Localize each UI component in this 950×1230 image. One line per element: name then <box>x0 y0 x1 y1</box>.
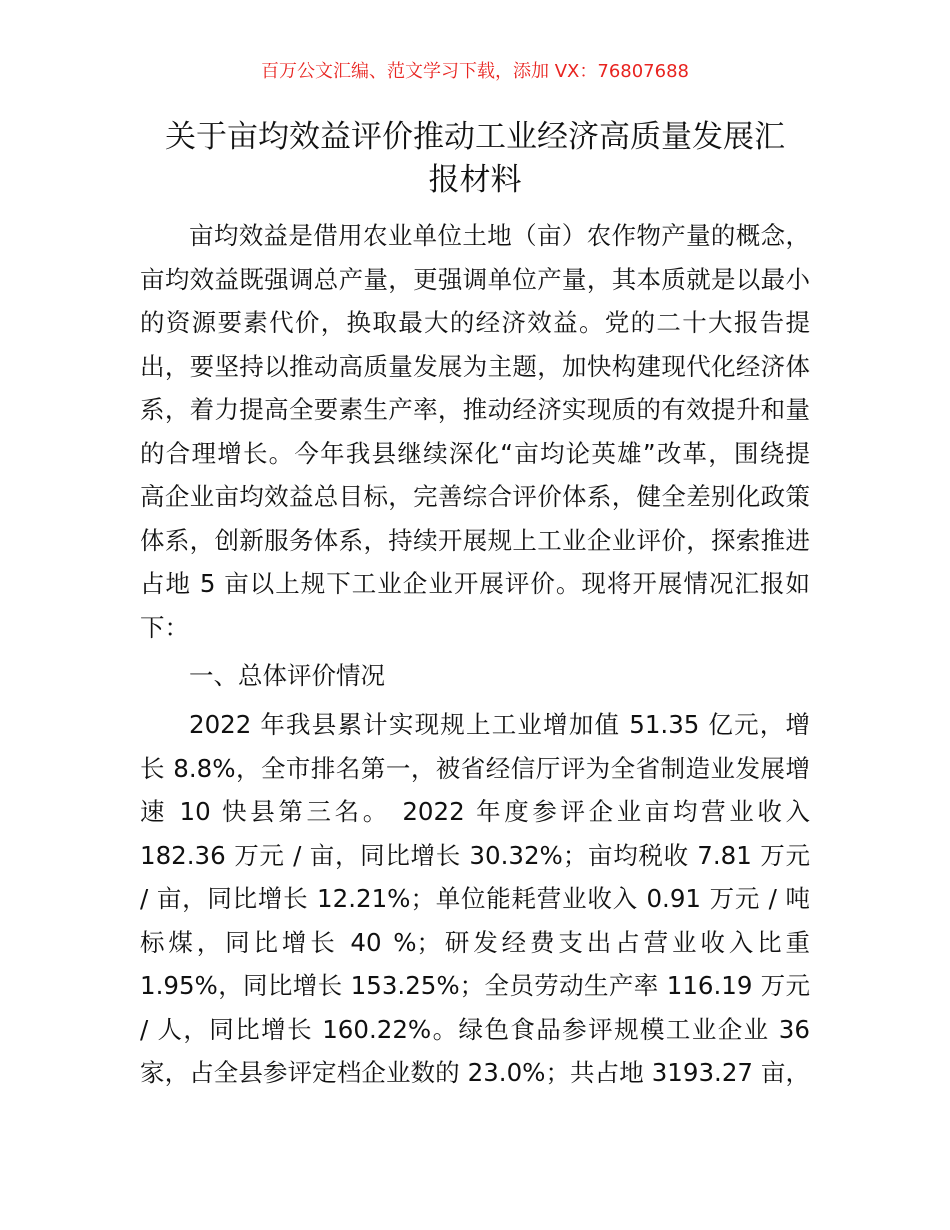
paragraph-line: 下： <box>140 612 189 642</box>
watermark-header: 百万公文汇编、范文学习下载，添加 VX：76807688 <box>261 61 689 82</box>
paragraph-line: 高企业亩均效益总目标，完善综合评价体系，健全差别化政策 <box>140 482 810 511</box>
paragraph <box>140 703 810 1095</box>
paragraph-line: 标煤，同比增长 40 %；研发经费支出占营业收入比重 <box>140 927 810 957</box>
paragraph-line: 的资源要素代价，换取最大的经济效益。党的二十大报告提 <box>140 308 810 337</box>
paragraph-line: 占地 5 亩以上规下工业企业开展评价。现将开展情况汇报如 <box>140 569 810 598</box>
section-heading: 一、总体评价情况 <box>189 661 385 690</box>
paragraph-line: 182.36 万元 / 亩，同比增长 30.32%；亩均税收 7.81 万元 <box>140 840 810 870</box>
paragraph-line: 长 8.8%，全市排名第一，被省经信厅评为全省制造业发展增 <box>140 753 810 783</box>
paragraph-line: / 亩，同比增长 12.21%；单位能耗营业收入 0.91 万元 / 吨 <box>140 884 810 913</box>
paragraph-line: 亩均效益是借用农业单位土地（亩）农作物产量的概念， <box>189 221 810 250</box>
paragraph-line: 出，要坚持以推动高质量发展为主题，加快构建现代化经济体 <box>140 351 810 381</box>
paragraph-line: 亩均效益既强调总产量，更强调单位产量，其本质就是以最小 <box>140 264 810 294</box>
paragraph-line: 家，占全县参评定档企业数的 23.0%；共占地 3193.27 亩， <box>140 1058 810 1087</box>
paragraph-line: 2022 年我县累计实现规上工业增加值 51.35 亿元，增 <box>189 710 810 739</box>
paragraph-line: 1.95%，同比增长 153.25%；全员劳动生产率 116.19 万元 <box>140 971 810 1000</box>
paragraph-line: 系，着力提高全要素生产率，推动经济实现质的有效提升和量 <box>140 395 810 424</box>
title-line-1: 关于亩均效益评价推动工业经济高质量发展汇 <box>165 119 785 155</box>
paragraph-line: / 人，同比增长 160.22%。绿色食品参评规模工业企业 36 <box>140 1014 810 1044</box>
document-title <box>140 116 810 202</box>
paragraph-line: 体系，创新服务体系，持续开展规上工业企业评价，探索推进 <box>140 525 810 555</box>
paragraph <box>140 214 810 649</box>
title-line-2: 报材料 <box>428 162 522 198</box>
paragraph-line: 速 10 快县第三名。 2022 年度参评企业亩均营业收入 <box>140 797 810 826</box>
document-body <box>140 214 810 1095</box>
paragraph-line: 的合理增长。今年我县继续深化“亩均论英雄”改革，围绕提 <box>140 438 810 468</box>
